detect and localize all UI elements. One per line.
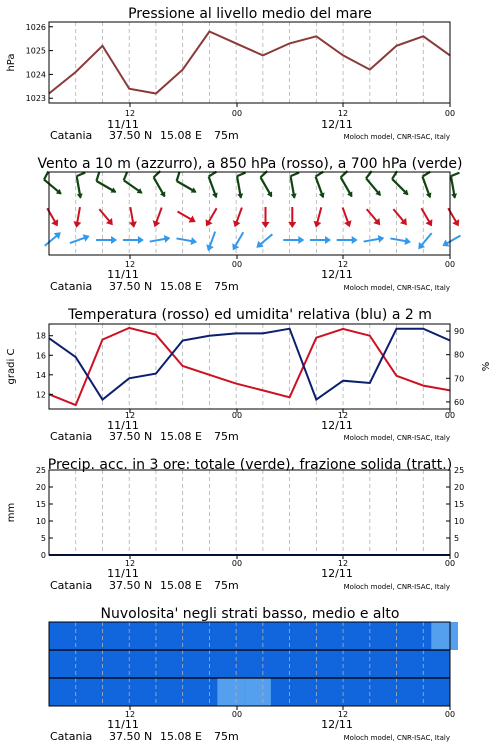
y-tick-label: 14	[35, 370, 46, 380]
location-elevation: 75m	[214, 430, 239, 443]
day-label: 11/11	[107, 419, 139, 432]
y-tick-label: 20	[35, 483, 46, 492]
wind-arrow-surface	[310, 236, 331, 244]
location-elevation: 75m	[214, 579, 239, 592]
y-tick-label: 16	[35, 351, 46, 361]
x-tick-label: 00	[444, 109, 456, 118]
plot-frame	[49, 470, 450, 555]
plot-frame	[49, 172, 450, 255]
x-tick-label: 12	[124, 559, 136, 568]
y-tick-label: 20	[454, 483, 465, 492]
x-tick-label: 00	[444, 710, 456, 719]
y-tick-label: 70	[454, 374, 465, 384]
location-lat: 37.50 N	[109, 579, 153, 592]
x-tick-label: 12	[337, 109, 349, 118]
panel-3	[76, 324, 450, 413]
wind-arrow-surface	[149, 234, 171, 246]
y-tick-label: 5	[40, 534, 46, 543]
wind-arrow-h850	[231, 206, 246, 228]
x-tick-label: 00	[231, 411, 243, 420]
location-lon: 15.08 E	[160, 430, 202, 443]
y-tick-label: 0	[40, 551, 46, 560]
pressure-line	[49, 32, 450, 94]
day-label: 12/11	[321, 268, 353, 281]
wind-arrow-surface	[42, 229, 63, 249]
x-tick-label: 12	[124, 710, 136, 719]
wind-arrow-h700	[362, 171, 387, 198]
wind-arrow-surface	[363, 234, 385, 246]
x-tick-label: 12	[124, 109, 136, 118]
x-tick-label: 00	[231, 260, 243, 269]
model-credit: Moloch model, CNR-ISAC, Italy	[343, 284, 450, 292]
x-tick-label: 12	[337, 559, 349, 568]
location-lon: 15.08 E	[160, 129, 202, 142]
wind-arrow-h700	[337, 171, 360, 199]
x-tick-label: 00	[444, 260, 456, 269]
panel-title: Vento a 10 m (azzurro), a 850 hPa (rosso), a 700 hPa (verde)	[37, 156, 463, 172]
y-tick-label: 15	[35, 500, 46, 509]
day-label: 11/11	[107, 118, 139, 131]
wind-arrow-h700	[257, 171, 280, 199]
wind-arrow-surface	[440, 232, 462, 249]
day-label: 12/11	[321, 118, 353, 131]
y-tick-label: 1026	[25, 22, 46, 32]
wind-arrow-h850	[72, 206, 84, 228]
wind-arrow-h700	[312, 172, 332, 200]
location-lat: 37.50 N	[109, 129, 153, 142]
wind-arrow-h850	[312, 206, 325, 228]
wind-arrow-surface	[283, 236, 304, 244]
day-label: 12/11	[321, 567, 353, 580]
wind-arrow-surface	[176, 234, 198, 246]
wind-arrow-h700	[41, 171, 68, 196]
wind-arrow-h700	[389, 171, 415, 197]
cloud-cell	[217, 678, 244, 706]
wind-arrow-surface	[229, 230, 246, 252]
location-name: Catania	[50, 430, 93, 443]
wind-arrow-h850	[151, 206, 166, 228]
wind-arrow-surface	[69, 232, 91, 247]
x-tick-label: 12	[337, 411, 349, 420]
y-tick-label: 80	[454, 350, 465, 360]
model-credit: Moloch model, CNR-ISAC, Italy	[343, 133, 450, 141]
y-tick-label: 18	[35, 331, 46, 341]
location-lat: 37.50 N	[109, 280, 153, 293]
wind-arrow-h850	[176, 208, 198, 225]
y-tick-label: 1023	[25, 94, 46, 104]
model-credit: Moloch model, CNR-ISAC, Italy	[343, 434, 450, 442]
wind-arrow-h850	[339, 206, 354, 228]
y-tick-label: 10	[35, 517, 46, 526]
location-lon: 15.08 E	[160, 730, 202, 743]
x-tick-label: 00	[231, 109, 243, 118]
wind-arrow-h850	[418, 206, 435, 228]
location-elevation: 75m	[214, 730, 239, 743]
panel-1	[76, 22, 450, 107]
day-label: 11/11	[107, 567, 139, 580]
day-label: 12/11	[321, 419, 353, 432]
day-label: 11/11	[107, 718, 139, 731]
cloud-cell	[244, 678, 271, 706]
wind-arrow-h850	[203, 206, 220, 228]
y-axis-label: mm	[6, 502, 17, 523]
x-tick-label: 12	[124, 411, 136, 420]
location-name: Catania	[50, 579, 93, 592]
plot-frame	[49, 22, 450, 103]
y-axis-label: hPa	[6, 53, 17, 72]
cloud-cell	[431, 622, 458, 650]
wind-arrow-h850	[126, 206, 138, 228]
x-tick-label: 00	[231, 710, 243, 719]
wind-arrow-surface	[204, 230, 219, 252]
y-tick-label: 1024	[25, 70, 46, 80]
wind-arrow-h700	[93, 172, 121, 195]
location-lon: 15.08 E	[160, 280, 202, 293]
panel-title: Nuvolosita' negli strati basso, medio e alto	[100, 606, 400, 622]
panel-title: Pressione al livello medio del mare	[128, 6, 372, 22]
wind-arrow-surface	[390, 234, 412, 246]
panel-title: Temperatura (rosso) ed umidita' relativa (blu) a 2 m	[68, 307, 432, 323]
y-tick-label: 1025	[25, 46, 46, 56]
location-lat: 37.50 N	[109, 430, 153, 443]
wind-arrow-h850	[96, 207, 116, 228]
wind-arrow-h700	[120, 172, 147, 196]
y-axis-label-right: %	[481, 361, 492, 372]
y-tick-label: 60	[454, 397, 465, 407]
wind-arrow-h850	[390, 207, 410, 228]
model-credit: Moloch model, CNR-ISAC, Italy	[343, 583, 450, 591]
wind-arrow-h850	[445, 206, 462, 228]
y-tick-label: 15	[454, 500, 465, 509]
wind-arrow-surface	[337, 236, 358, 244]
wind-arrow-surface	[254, 231, 275, 251]
y-axis-label-left: gradi C	[6, 348, 17, 385]
location-elevation: 75m	[214, 280, 239, 293]
y-tick-label: 90	[454, 327, 465, 337]
x-tick-label: 12	[337, 710, 349, 719]
location-name: Catania	[50, 129, 93, 142]
wind-arrow-h850	[44, 206, 61, 228]
y-tick-label: 10	[454, 517, 465, 526]
day-label: 11/11	[107, 268, 139, 281]
location-name: Catania	[50, 280, 93, 293]
y-tick-label: 5	[454, 534, 460, 543]
location-lat: 37.50 N	[109, 730, 153, 743]
y-tick-label: 25	[454, 466, 465, 475]
y-tick-label: 12	[35, 390, 46, 400]
panel-title: Precip. acc. in 3 ore: totale (verde), frazione solida (tratt.)	[47, 457, 453, 473]
wind-arrow-h700	[173, 172, 201, 195]
location-name: Catania	[50, 730, 93, 743]
day-label: 12/11	[321, 718, 353, 731]
wind-arrow-surface	[123, 236, 144, 244]
wind-arrow-h700	[205, 172, 225, 200]
x-tick-label: 12	[337, 260, 349, 269]
location-elevation: 75m	[214, 129, 239, 142]
y-tick-label: 0	[454, 551, 460, 560]
x-tick-label: 12	[124, 260, 136, 269]
wind-arrow-h850	[364, 207, 384, 228]
location-lon: 15.08 E	[160, 579, 202, 592]
model-credit: Moloch model, CNR-ISAC, Italy	[343, 734, 450, 742]
wind-arrow-h700	[419, 172, 439, 200]
x-tick-label: 00	[444, 559, 456, 568]
wind-arrow-surface	[96, 236, 117, 244]
wind-arrow-h700	[150, 171, 173, 199]
x-tick-label: 00	[444, 411, 456, 420]
x-tick-label: 00	[231, 559, 243, 568]
y-tick-label: 25	[35, 466, 46, 475]
panel-4	[76, 470, 450, 559]
wind-arrow-surface	[415, 231, 435, 252]
